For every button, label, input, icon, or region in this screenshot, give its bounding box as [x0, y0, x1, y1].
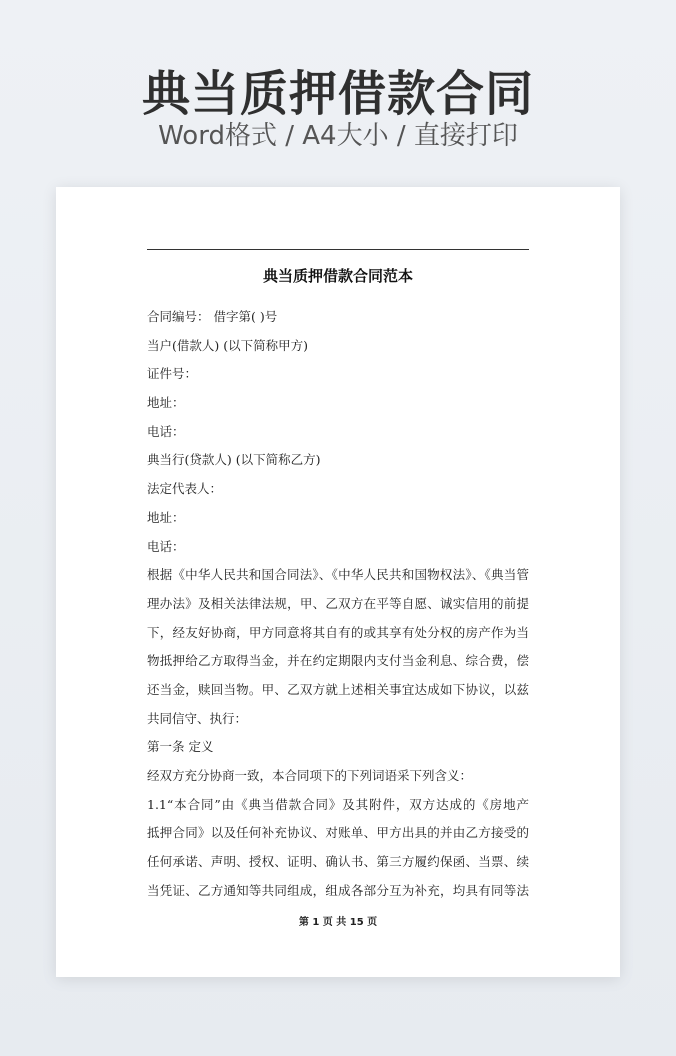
paragraph-line: 当凭证、乙方通知等共同组成，组成各部分互为补充，均具有同等法 — [147, 882, 529, 898]
borrower-phone-line: 电话： — [147, 423, 185, 439]
top-rule — [147, 249, 529, 250]
borrower-address-line: 地址： — [147, 395, 185, 411]
document-title: 典当质押借款合同范本 — [262, 267, 413, 285]
paragraph-line: 根据《中华人民共和国合同法》、《中华人民共和国物权法》、《典当管 — [147, 567, 529, 583]
document-body — [147, 307, 529, 909]
page-footer: 第 1 页 共 15 页 — [298, 917, 378, 928]
paragraph-line: 经双方充分协商一致，本合同项下的下列词语采下列含义： — [147, 768, 473, 783]
paragraph-line: 还当金，赎回当物。甲、乙双方就上述相关事宜达成如下协议，以兹 — [147, 681, 529, 697]
banner-title: 典当质押借款合同 — [141, 66, 534, 122]
paragraph-line: 任何承诺、声明、授权、证明、确认书、第三方履约保函、当票、续 — [147, 854, 529, 870]
paragraph-line: 下，经友好协商，甲方同意将其自有的或其享有处分权的房产作为当 — [147, 624, 529, 640]
paragraph-line: 抵押合同》以及任何补充协议、对账单、甲方出具的并由乙方接受的 — [147, 825, 529, 841]
banner-subtitle: Word格式 / A4大小 / 直接打印 — [158, 121, 518, 151]
contract-number-line: 合同编号： 借字第( )号 — [147, 309, 278, 324]
borrower-line: 当户(借款人) (以下简称甲方) — [147, 337, 308, 353]
legal-representative-line: 法定代表人： — [147, 481, 223, 497]
paragraph-line: 共同信守、执行： — [147, 710, 248, 726]
borrower-id-line: 证件号： — [147, 366, 198, 382]
paragraph-line: 1.1“本合同”由《典当借款合同》及其附件，双方达成的《房地产 — [147, 796, 529, 812]
document-page — [56, 187, 620, 977]
paragraph-line: 物抵押给乙方取得当金，并在约定期限内支付当金利息、综合费，偿 — [147, 653, 529, 669]
article-heading: 第一条 定义 — [147, 739, 214, 755]
lender-address-line: 地址： — [147, 509, 185, 525]
lender-phone-line: 电话： — [147, 538, 185, 554]
paragraph-line: 理办法》及相关法律法规，甲、乙双方在平等自愿、诚实信用的前提 — [147, 595, 529, 611]
lender-line: 典当行(贷款人) (以下简称乙方) — [147, 452, 321, 468]
